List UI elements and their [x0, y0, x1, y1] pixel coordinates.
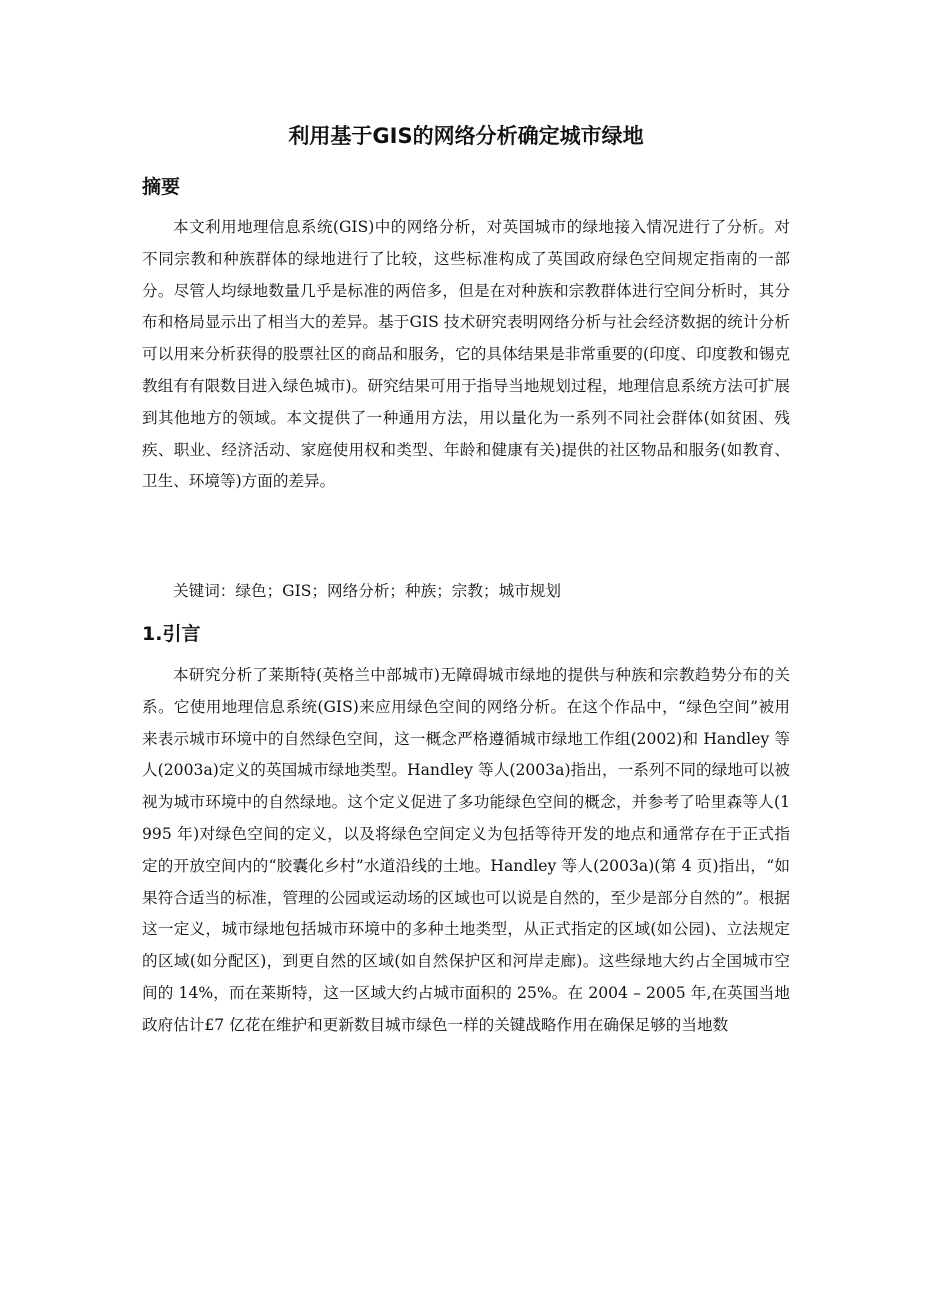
- introduction-heading: 1.引言: [142, 623, 201, 645]
- keywords-line: 关键词：绿色；GIS；网络分析；种族；宗教；城市规划: [173, 582, 561, 600]
- abstract-paragraph: 本文利用地理信息系统(GIS)中的网络分析，对英国城市的绿地接入情况进行了分析。对不同宗教和种族群体的绿地进行了比较，这些标准构成了英国政府绿色空间规定指南的一部分。尽管人均绿地数量几乎是标准的两倍多，但是在对种族和宗教群体进行空间分析时，其分布和格局显示出了相当大的差异。基于GIS 技术研究表明网络分析与社会经济数据的统计分析可以用来分析获得的股票社区的商品和服务，它的具体结果是非常重要的(印度、印度教和锡克教组有有限数目进入绿色城市)。研究结果可用于指导当地规划过程，地理信息系统方法可扩展到其他地方的领域。本文提供了一种通用方法，用以量化为一系列不同社会群体(如贫困、残疾、职业、经济活动、家庭使用权和类型、年龄和健康有关)提供的社区物品和服务(如教育、卫生、环境等)方面的差异。: [142, 218, 790, 491]
- introduction-paragraph: 本研究分析了莱斯特(英格兰中部城市)无障碍城市绿地的提供与种族和宗教趋势分布的关系。它使用地理信息系统(GIS)来应用绿色空间的网络分析。在这个作品中，“绿色空间”被用来表示城市环境中的自然绿色空间，这一概念严格遵循城市绿地工作组(2002)和 Handley 等人(2003a)定义的英国城市绿地类型。Handley 等人(2003a)指出，一系列不同的绿地可以被视为城市环境中的自然绿地。这个定义促进了多功能绿色空间的概念，并参考了哈里森等人(1995 年)对绿色空间的定义，以及将绿色空间定义为包括等待开发的地点和通常存在于正式指定的开放空间内的“胶囊化乡村”水道沿线的土地。Handley 等人(2003a)(第 4 页)指出，“如果符合适当的标准，管理的公园或运动场的区域也可以说是自然的，至少是部分自然的”。根据这一定义，城市绿地包括城市环境中的多种土地类型，从正式指定的区域(如公园)、立法规定的区域(如分配区)，到更自然的区域(如自然保护区和河岸走廊)。这些绿地大约占全国城市空间的 14%，而在莱斯特，这一区域大约占城市面积的 25%。在 2004 – 2005 年,在英国当地政府估计£7 亿花在维护和更新数目城市绿色一样的关键战略作用在确保足够的当地数: [142, 666, 790, 1034]
- abstract-heading: 摘要: [142, 176, 181, 198]
- document-title: 利用基于GIS的网络分析确定城市绿地: [288, 124, 644, 148]
